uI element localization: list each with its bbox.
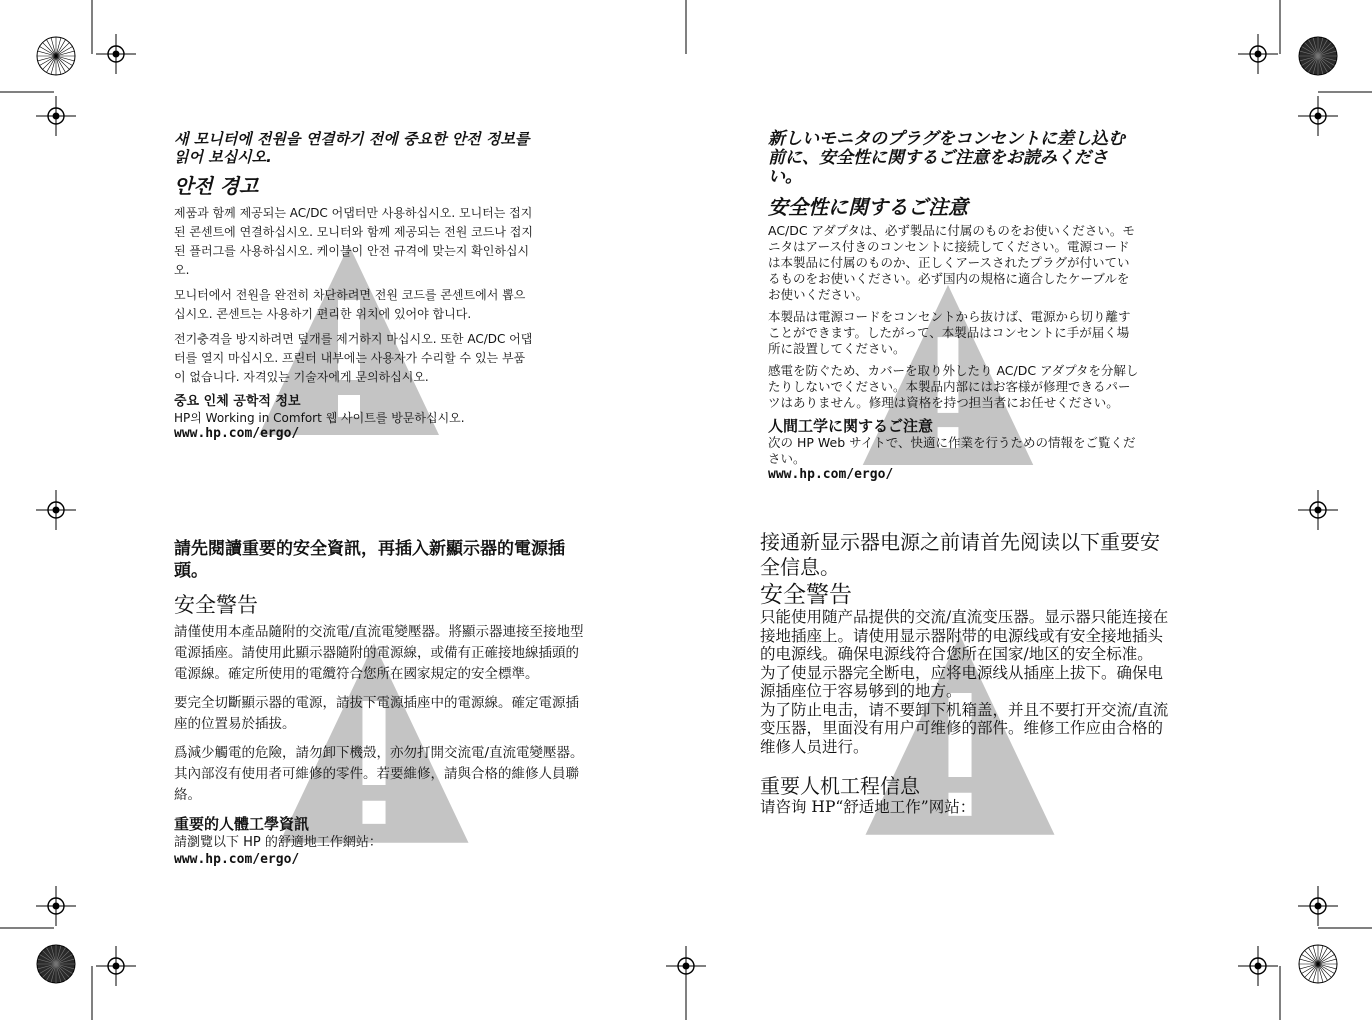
ergonomic-text: HP의 Working in Comfort 웹 사이트를 방문하십시오. [174,411,465,425]
ergonomic-url[interactable]: www.hp.com/ergo/ [768,467,894,482]
registration-mark-icon [36,886,76,926]
safety-warning-heading: 안전 경고 [174,174,259,198]
registration-mark-icon [36,490,76,530]
registration-mark-icon [1238,34,1278,74]
safety-paragraph-3: 为了防止电击，请不要卸下机箱盖，并且不要打开交流/直流变压器，里面没有用户可维修的部件。维修工作应由合格的维修人员进行。 [760,700,1169,756]
ergonomic-heading: 중요 인체 공학적 정보 [174,394,301,409]
registration-mark-icon [1298,886,1338,926]
simplified-chinese-section [760,530,1176,817]
registration-mark-icon [96,34,136,74]
safety-warning-heading: 安全性に関するご注意 [768,195,968,219]
registration-mark-icon [1298,490,1338,530]
registration-mark-icon [666,946,706,986]
safety-paragraph-3: 전기충격을 방지하려면 덮개를 제거하지 마십시오. 또한 AC/DC 어댑터를 열지 마십시오. 프린터 내부에는 사용자가 수리할 수 있는 부품이 없습니다. 자격있는 기술자에게 문의하십시오. [174,332,533,384]
intro-notice: 새 모니터에 전원을 연결하기 전에 중요한 안전 정보를 읽어 보십시오. [174,130,530,166]
korean-section [174,130,534,442]
ergonomic-text: 请咨询 HP“舒适地工作”网站： [760,798,976,816]
safety-paragraph-1: 請僅使用本產品隨附的交流電/直流電變壓器。將顯示器連接至接地型電源插座。請使用此顯示器隨附的電源線，或備有正確接地線插頭的電源線。確定所使用的電纜符合您所在國家規定的安全標準。 [174,624,584,682]
safety-paragraph-1: 제품과 함께 제공되는 AC/DC 어댑터만 사용하십시오. 모니터는 접지된 콘센트에 연결하십시오. 모니터와 함께 제공되는 전원 코드나 접지된 플러그를 사용하십시오. 케이블이 안전 규격에 맞는지 확인하십시오. [174,206,533,277]
color-bar-rosette-icon [1299,37,1337,75]
ergonomic-url[interactable]: www.hp.com/ergo/ [174,426,300,441]
japanese-section [768,130,1140,483]
safety-warning-heading: 安全警告 [174,593,258,617]
ergonomic-heading: 人間工学に関するご注意 [768,417,934,435]
registration-mark-icon [96,946,136,986]
color-bar-rosette-icon [37,945,75,983]
safety-paragraph-3: 爲減少觸電的危險，請勿卸下機殼，亦勿打開交流電/直流電變壓器。其內部沒有使用者可維修的零件。若要維修，請與合格的維修人員聯絡。 [174,745,584,803]
intro-notice: 請先閱讀重要的安全資訊，再插入新顯示器的電源插頭。 [174,539,565,581]
safety-paragraph-2: 本製品は電源コードをコンセントから抜けば、電源から切り離すことができます。したがって、本製品はコンセントに手が届く場所に設置してください。 [768,309,1131,356]
intro-notice: 接通新显示器电源之前请首先阅读以下重要安全信息。 [760,530,1160,579]
registration-mark-icon [1298,96,1338,136]
ergonomic-text: 次の HP Web サイトで、快適に作業を行うための情報をご覧ください。 [768,435,1136,466]
color-bar-rosette-icon [1299,945,1337,983]
safety-paragraph-2: 为了使显示器完全断电，应将电源线从插座上拔下。确保电源插座位于容易够到的地方。 [760,663,1164,700]
traditional-chinese-section [174,538,586,868]
ergonomic-url[interactable]: www.hp.com/ergo/ [174,852,300,867]
ergonomic-heading: 重要的人體工學資訊 [174,815,310,833]
safety-paragraph-1: 只能使用随产品提供的交流/直流变压器。显示器只能连接在接地插座上。请使用显示器附带的电源线或有安全接地插头的电源线。确保电源线符合您所在国家/地区的安全标准。 [760,608,1169,663]
ergonomic-heading: 重要人机工程信息 [760,774,920,798]
safety-warning-heading: 安全警告 [760,582,852,608]
registration-mark-icon [36,96,76,136]
safety-paragraph-2: 모니터에서 전원을 완전히 차단하려면 전원 코드를 콘센트에서 뽑으십시오. 콘센트는 사용하기 편리한 위치에 있어야 합니다. [174,288,526,321]
safety-paragraph-2: 要完全切斷顯示器的電源，請拔下電源插座中的電源線。確定電源插座的位置易於插拔。 [174,695,579,732]
registration-mark-icon [1238,946,1278,986]
ergonomic-text: 請瀏覽以下 HP 的舒適地工作網站： [174,835,382,850]
intro-notice: 新しいモニタのプラグをコンセントに差し込む前に、安全性に関するご注意をお読みください。 [768,129,1125,187]
safety-paragraph-1: AC/DC アダプタは、必ず製品に付属のものをお使いください。モニタはアース付きのコンセントに接続してください。電源コードは本製品に付属のものか、正しくアースされたプラグが付いているものをお使いください。必ず国内の規格に適合したケーブルをお使いください。 [768,223,1135,302]
color-bar-rosette-icon [37,37,75,75]
safety-paragraph-3: 感電を防ぐため、カバーを取り外したり AC/DC アダプタを分解したりしないでください。本製品内部にはお客様が修理できるパーツはありません。修理は資格を持つ担当者にお任せください。 [768,363,1139,410]
